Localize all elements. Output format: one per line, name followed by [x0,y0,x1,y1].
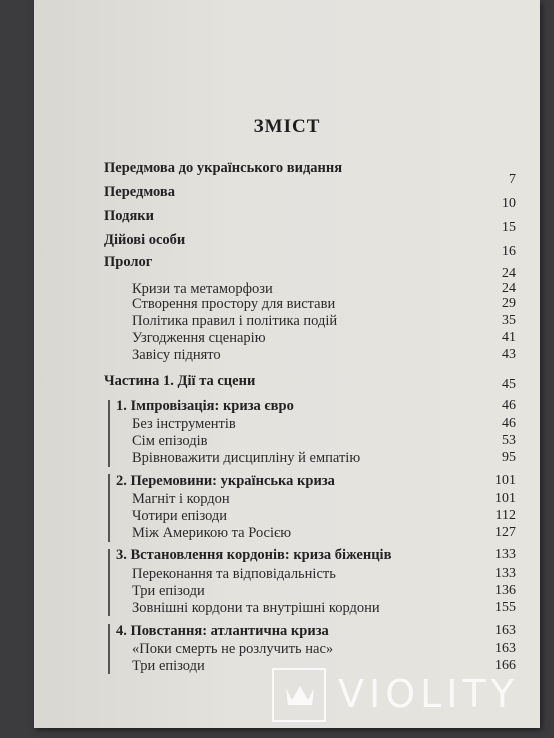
toc-entry-title: Завісу піднято [132,347,221,363]
toc-entry-title: Створення простору для вистави [132,296,336,312]
toc-entry-title: Узгодження сценарію [132,330,266,346]
toc-entry-title: 3. Встановлення кордонів: криза біженців [116,547,392,563]
toc-entry [34,254,540,284]
toc-entry-page: 10 [502,196,516,211]
toc-entry-title: Зовнішні кордони та внутрішні кордони [132,600,380,616]
toc-entry-page: 43 [502,347,516,362]
toc-entry-page: 136 [495,583,516,598]
crown-icon [283,678,317,712]
toc-entry-title: Без інструментів [132,416,236,432]
toc-entry-page: 101 [495,491,516,506]
toc-entry-page: 35 [502,313,516,328]
toc-entry-title: Магніт і кордон [132,491,230,507]
toc-entry-page: 95 [502,450,516,465]
toc-entry-page: 133 [495,566,516,581]
toc-entry-page: 24 [502,266,516,281]
toc-entry-page: 41 [502,330,516,345]
toc-entry-title: Дійові особи [104,232,186,248]
toc-entry-title: Між Америкою та Росією [132,525,292,541]
toc-entry-title: Сім епізодів [132,433,208,449]
toc-entry-title: Кризи та метаморфози [132,281,273,297]
watermark-text: VIOLITY [338,672,519,716]
toc-entry-title: Переконання та відповідальність [132,566,336,582]
toc-entry-page: 46 [502,398,516,413]
toc-entry-page: 101 [495,473,516,488]
toc-entry-title: Пролог [104,254,153,270]
toc-entry-page: 163 [495,623,516,638]
toc-entry-title: 1. Імпровізація: криза євро [116,398,294,414]
toc-entry-page: 15 [502,220,516,235]
toc-entry-page: 16 [502,244,516,259]
toc-entry-title: Передмова [104,184,176,200]
toc-entry-title: Врівноважити дисципліну й емпатію [132,450,361,466]
toc-entry-page: 133 [495,547,516,562]
book-page [34,0,540,728]
toc-entry-title: Подяки [104,208,154,224]
toc-entry-page: 46 [502,416,516,431]
watermark [272,668,532,722]
toc-entry-title: «Поки смерть не розлучить нас» [132,641,334,657]
toc-entry-page: 155 [495,600,516,615]
toc-entry-page: 127 [495,525,516,540]
toc-entry-page: 53 [502,433,516,448]
toc-entry-page: 45 [502,377,516,392]
toc-entry-title: Чотири епізоди [132,508,228,524]
toc-entry-title: 2. Перемовини: українська криза [116,473,335,489]
toc-entry-title: Передмова до українського видання [104,160,343,176]
toc-entry-title: Три епізоди [132,583,205,599]
watermark-logo [272,668,326,722]
toc-entry-title: 4. Повстання: атлантична криза [116,623,329,639]
toc-entry-page: 24 [502,281,516,296]
toc-entry-page: 163 [495,641,516,656]
toc-entry-title: Політика правил і політика подій [132,313,338,329]
toc-entry-title: Три епізоди [132,658,205,674]
toc-entry-page: 7 [509,172,516,187]
toc-entry-title: Частина 1. Дії та сцени [104,373,256,389]
toc-entry-page: 29 [502,296,516,311]
toc-entry-page: 166 [495,658,516,673]
page-title: ЗМІСТ [253,116,321,137]
toc-entry-page: 112 [495,508,516,523]
